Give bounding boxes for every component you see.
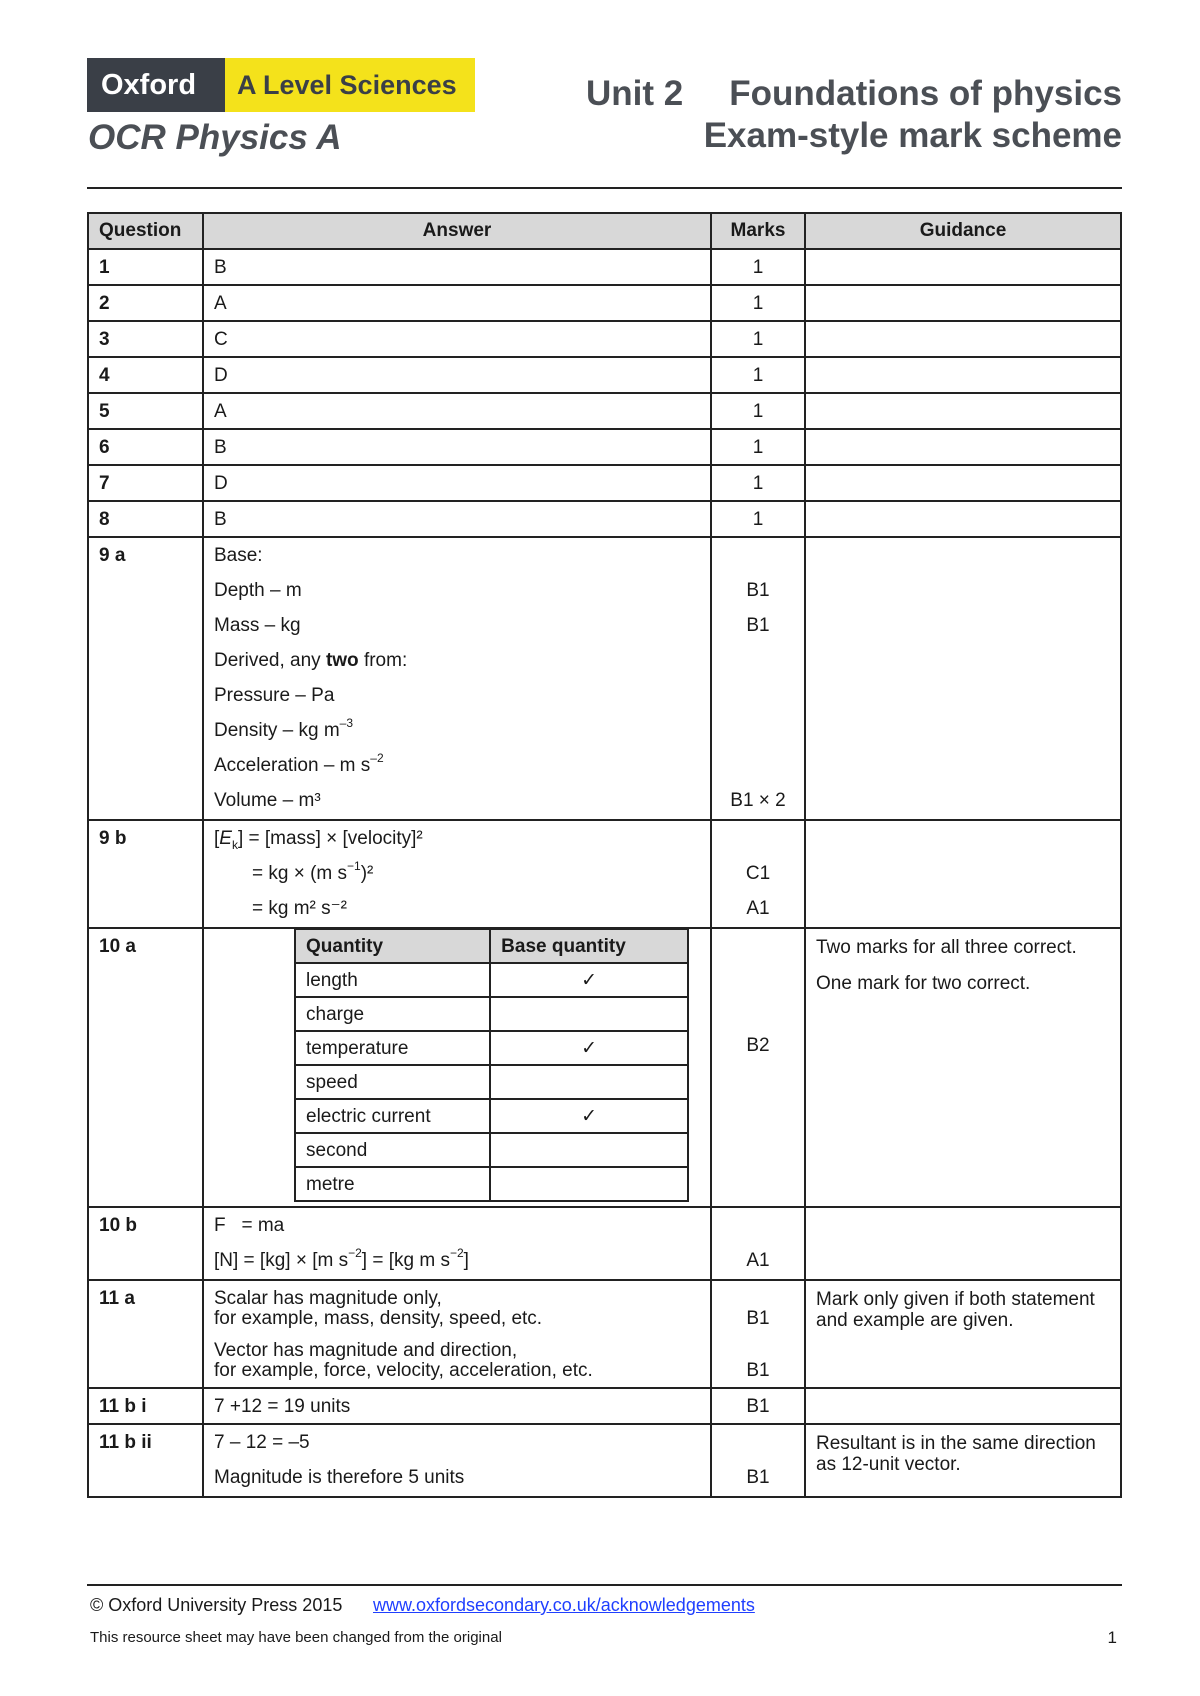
guidance-cell (805, 429, 1121, 465)
marks-cell: 1 (711, 393, 805, 429)
guidance-cell (805, 465, 1121, 501)
brand-oxford: Oxford (87, 58, 225, 112)
answer-line: 7 – 12 = –5 (214, 1432, 310, 1453)
guidance-text: Mark only given if both statement and example are given. (816, 1289, 1095, 1331)
table-row-9b (88, 820, 1121, 928)
guidance-cell (805, 501, 1121, 537)
inner-row (295, 1099, 688, 1133)
quantity-name: charge (295, 997, 490, 1031)
answer-line (214, 651, 700, 686)
page-number: 1 (1107, 1628, 1117, 1647)
answer-cell: D (203, 357, 711, 393)
question-number: 5 (88, 393, 203, 429)
quantity-name: electric current (295, 1099, 490, 1133)
mark-value: B1 (746, 1308, 770, 1329)
table-row (88, 285, 1121, 321)
answer-line: Pressure – Pa (214, 685, 335, 706)
table-row (88, 249, 1121, 285)
question-number: 9 a (88, 537, 203, 820)
inner-row (295, 1133, 688, 1167)
bracket-open: [ (214, 828, 220, 849)
derived-prefix: Derived, any (214, 650, 326, 671)
header-divider (87, 187, 1122, 189)
answer-line: Scalar has magnitude only, (214, 1288, 442, 1309)
brand-sciences: A Level Sciences (225, 58, 475, 112)
tick-icon (490, 997, 688, 1031)
unit-title: Foundations of physics (729, 74, 1122, 113)
answer-line: for example, force, velocity, acceleration, etc. (214, 1360, 593, 1381)
answer-cell: B (203, 501, 711, 537)
answer-cell (203, 1280, 711, 1388)
answer-line (214, 750, 700, 791)
answer-cell: C (203, 321, 711, 357)
guidance-cell (805, 393, 1121, 429)
question-number: 1 (88, 249, 203, 285)
marks-cell: 1 (711, 465, 805, 501)
header-marks: Marks (711, 213, 805, 249)
table-row-11a (88, 1280, 1121, 1388)
answer-line: Mass – kg (214, 615, 301, 636)
mark-value: B1 × 2 (730, 790, 786, 811)
answer-line: = kg m² s⁻² (252, 898, 348, 919)
derived-emphasis: two (325, 650, 359, 671)
table-row-11bii (88, 1424, 1121, 1497)
inner-header-base: Base quantity (490, 929, 688, 963)
answer-line: Magnitude is therefore 5 units (214, 1467, 465, 1488)
quantity-name: speed (295, 1065, 490, 1099)
table-row (88, 393, 1121, 429)
marks-cell (711, 1424, 805, 1497)
answer-line: for example, mass, density, speed, etc. (214, 1308, 543, 1329)
answer-line (214, 858, 700, 899)
inner-row (295, 997, 688, 1031)
disclaimer-text: This resource sheet may have been changed from the original (90, 1629, 502, 1646)
answer-cell (203, 1207, 711, 1280)
question-number: 6 (88, 429, 203, 465)
acknowledgements-link[interactable]: www.oxfordsecondary.co.uk/acknowledgements (373, 1595, 755, 1615)
answer-line: F = ma (214, 1215, 285, 1236)
derived-suffix: from: (358, 650, 408, 671)
answer-cell: A (203, 285, 711, 321)
answer-cell: D (203, 465, 711, 501)
density-exponent: –3 (339, 715, 354, 730)
guidance-cell (805, 249, 1121, 285)
table-row (88, 501, 1121, 537)
mark-value: B1 (746, 1360, 770, 1381)
units-exponent: −1 (347, 858, 361, 873)
mark-value: B1 (746, 580, 770, 601)
guidance-cell (805, 321, 1121, 357)
table-row-10a (88, 928, 1121, 1207)
question-number: 10 a (88, 928, 203, 1207)
answer-cell: B (203, 429, 711, 465)
guidance-cell (805, 1388, 1121, 1424)
header-question: Question (88, 213, 203, 249)
mark-value: B1 (746, 1467, 770, 1488)
answer-line: Volume – m³ (214, 790, 321, 811)
marks-cell (711, 1280, 805, 1388)
tick-icon: ✓ (490, 1031, 688, 1065)
answer-line: Vector has magnitude and direction, (214, 1340, 518, 1361)
answer-cell: A (203, 393, 711, 429)
question-number: 8 (88, 501, 203, 537)
inner-row (295, 1167, 688, 1201)
marks-cell (711, 820, 805, 928)
brand-logo (87, 58, 475, 112)
marks-cell: 1 (711, 357, 805, 393)
question-number: 11 b i (88, 1388, 203, 1424)
mark-scheme-table (87, 212, 1122, 1498)
tick-icon (490, 1167, 688, 1201)
question-number: 10 b (88, 1207, 203, 1280)
table-row (88, 465, 1121, 501)
table-header-row (88, 213, 1121, 249)
mark-value: C1 (745, 863, 771, 884)
question-number: 2 (88, 285, 203, 321)
unit-exponent: −2 (449, 1245, 464, 1260)
answer-cell: B (203, 249, 711, 285)
mark-value: B2 (746, 1035, 770, 1056)
marks-cell (711, 537, 805, 820)
answer-cell (203, 537, 711, 820)
marks-cell: 1 (711, 285, 805, 321)
answer-line (214, 1245, 700, 1273)
marks-cell: 1 (711, 249, 805, 285)
table-row-11bi (88, 1388, 1121, 1424)
unit-step: ] (463, 1250, 469, 1271)
guidance-cell (805, 285, 1121, 321)
table-row (88, 321, 1121, 357)
answer-line (214, 715, 700, 756)
tick-icon (490, 1065, 688, 1099)
table-row (88, 429, 1121, 465)
inner-row (295, 1031, 688, 1065)
table-row-9a (88, 537, 1121, 820)
guidance-cell (805, 820, 1121, 928)
units-step-end: )² (360, 863, 374, 884)
copyright-text: © Oxford University Press 2015 (90, 1595, 343, 1615)
mark-value: A1 (746, 1250, 770, 1271)
inner-row (295, 1065, 688, 1099)
units-step: = kg × (m s (252, 863, 348, 884)
guidance-cell (805, 1424, 1121, 1497)
footer-divider (87, 1584, 1122, 1586)
answer-cell (203, 1424, 711, 1497)
answer-cell (203, 820, 711, 928)
marks-cell (711, 1207, 805, 1280)
tick-icon: ✓ (490, 1099, 688, 1133)
guidance-cell (805, 1207, 1121, 1280)
marks-cell: B1 (711, 1388, 805, 1424)
density-text: Density – kg m (214, 720, 340, 741)
ek-equation: ] = [mass] × [velocity]² (237, 828, 423, 849)
mark-value: B1 (746, 615, 770, 636)
acceleration-exponent: –2 (370, 750, 384, 765)
answer-cell: 7 +12 = 19 units (203, 1388, 711, 1424)
inner-header-quantity: Quantity (295, 929, 490, 963)
question-number: 3 (88, 321, 203, 357)
unit-number: Unit 2 (585, 74, 684, 113)
course-title: OCR Physics A (88, 118, 342, 157)
question-number: 11 b ii (88, 1424, 203, 1497)
guidance-text: Resultant is in the same direction as 12-unit vector. (816, 1433, 1096, 1475)
tick-icon (490, 1133, 688, 1167)
guidance-cell (805, 1280, 1121, 1388)
quantity-name: length (295, 963, 490, 997)
table-row (88, 357, 1121, 393)
answer-cell (203, 928, 711, 1207)
table-row-10b (88, 1207, 1121, 1280)
marks-cell (711, 928, 805, 1207)
acceleration-text: Acceleration – m s (214, 755, 371, 776)
quantity-name: second (295, 1133, 490, 1167)
guidance-cell (805, 537, 1121, 820)
unit-step: [N] = [kg] × [m s (214, 1250, 349, 1271)
unit-exponent: −2 (348, 1245, 362, 1260)
guidance-text: One mark for two correct. (816, 973, 1031, 994)
answer-line: Depth – m (214, 580, 302, 601)
unit-heading (586, 74, 1122, 114)
header-answer: Answer (203, 213, 711, 249)
unit-step: ] = [kg m s (361, 1250, 450, 1271)
ek-subscript: k (231, 837, 238, 852)
inner-row (295, 963, 688, 997)
guidance-cell (805, 928, 1121, 1207)
tick-icon: ✓ (490, 963, 688, 997)
guidance-text: Two marks for all three correct. (816, 937, 1077, 958)
mark-value: A1 (746, 898, 770, 919)
base-quantity-table (294, 928, 689, 1202)
question-number: 7 (88, 465, 203, 501)
guidance-cell (805, 357, 1121, 393)
inner-header-row (295, 929, 688, 963)
question-number: 9 b (88, 820, 203, 928)
header-guidance: Guidance (805, 213, 1121, 249)
marks-cell: 1 (711, 321, 805, 357)
answer-line: Base: (214, 545, 263, 566)
question-number: 11 a (88, 1280, 203, 1388)
quantity-name: temperature (295, 1031, 490, 1065)
marks-cell: 1 (711, 429, 805, 465)
quantity-name: metre (295, 1167, 490, 1201)
marks-cell: 1 (711, 501, 805, 537)
question-number: 4 (88, 357, 203, 393)
ek-symbol: E (219, 828, 232, 849)
answer-line (214, 829, 700, 864)
page-title: Exam-style mark scheme (703, 116, 1122, 155)
